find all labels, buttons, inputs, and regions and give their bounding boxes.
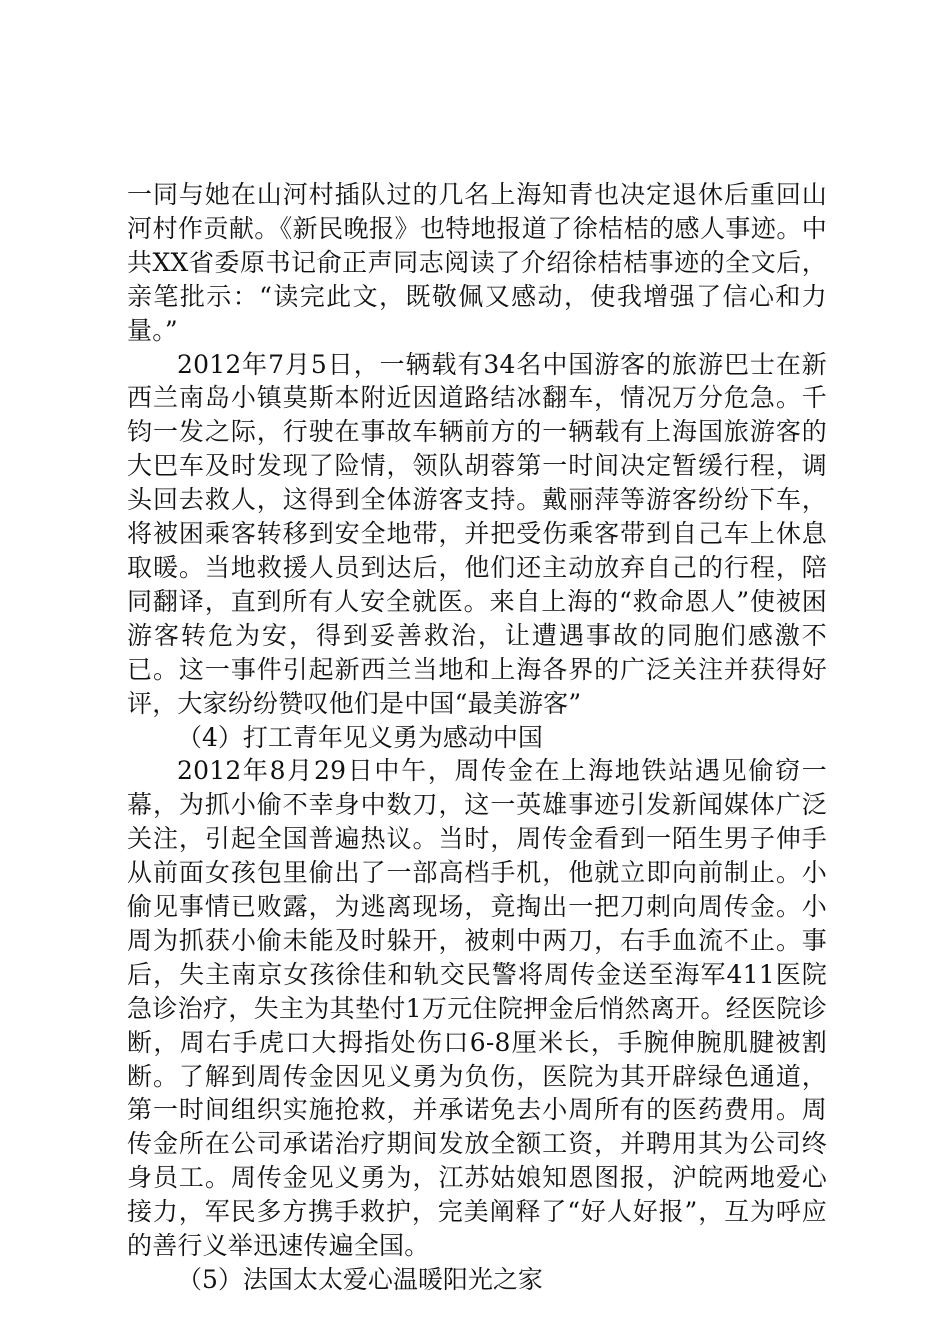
section-heading-4: （4）打工青年见义勇为感动中国 [177,722,543,752]
section-heading-5: （5）法国太太爱心温暖阳光之家 [177,1265,543,1294]
paragraph-tour-bus-rescue: 2012年7月5日，一辆载有34名中国游客的旅游巴士在新西兰南岛小镇莫斯本附近因道路结冰翻车，情况万分危急。千钧一发之际，行驶在事故车辆前方的一辆载有上海国旅游客的大巴车及时发现了险情，领队胡蓉第一时间决定暂缓行程，调头回去救人，这得到全体游客支持。戴丽萍等游客纷纷下车，将被困乘客转移到安全地带，并把受伤乘客带到自己车上休息取暖。当地救援人员到达后，他们还主动放弃自己的行程，陪同翻译，直到所有人安全就医。来自上海的“救命恩人”使被困游客转危为安，得到妥善救治，让遭遇事故的同胞们感激不已。这一事件引起新西兰当地和上海各界的广泛关注并获得好评，大家纷纷赞叹他们是中国“最美游客” [127,349,827,718]
document-body [127,178,827,1297]
paragraph-zhou-chuanjin: 2012年8月29日中午，周传金在上海地铁站遇见偷窃一幕，为抓小偷不幸身中数刀，这一英雄事迹引发新闻媒体广泛关注，引起全国普遍热议。当时，周传金看到一陌生男子伸手从前面女孩包里偷出了一部高档手机，他就立即向前制止。小偷见事情已败露，为逃离现场，竟掏出一把刀刺向周传金。小周为抓获小偷未能及时躲开，被刺中两刀，右手血流不止。事后，失主南京女孩徐佳和轨交民警将周传金送至海军411医院急诊治疗，失主为其垫付1万元住院押金后悄然离开。经医院诊断，周右手虎口大拇指处伤口6-8厘米长，手腕伸腕肌腱被割断。了解到周传金因见义勇为负伤，医院为其开辟绿色通道，第一时间组织实施抢救，并承诺免去小周所有的医药费用。周传金所在公司承诺治疗期间发放全额工资，并聘用其为公司终身员工。周传金见义勇为，江苏姑娘知恩图报，沪皖两地爱心接力，军民多方携手救护，完美阐释了“好人好报”，互为呼应的善行义举迅速传遍全国。 [127,756,827,1261]
paragraph-continuation: 一同与她在山河村插队过的几名上海知青也决定退休后重回山河村作贡献。《新民晚报》也特地报道了徐桔桔的感人事迹。中共XX省委原书记俞正声同志阅读了介绍徐桔桔事迹的全文后，亲笔批示：“读完此文，既敬佩又感动，使我增强了信心和力量。” [127,180,827,345]
